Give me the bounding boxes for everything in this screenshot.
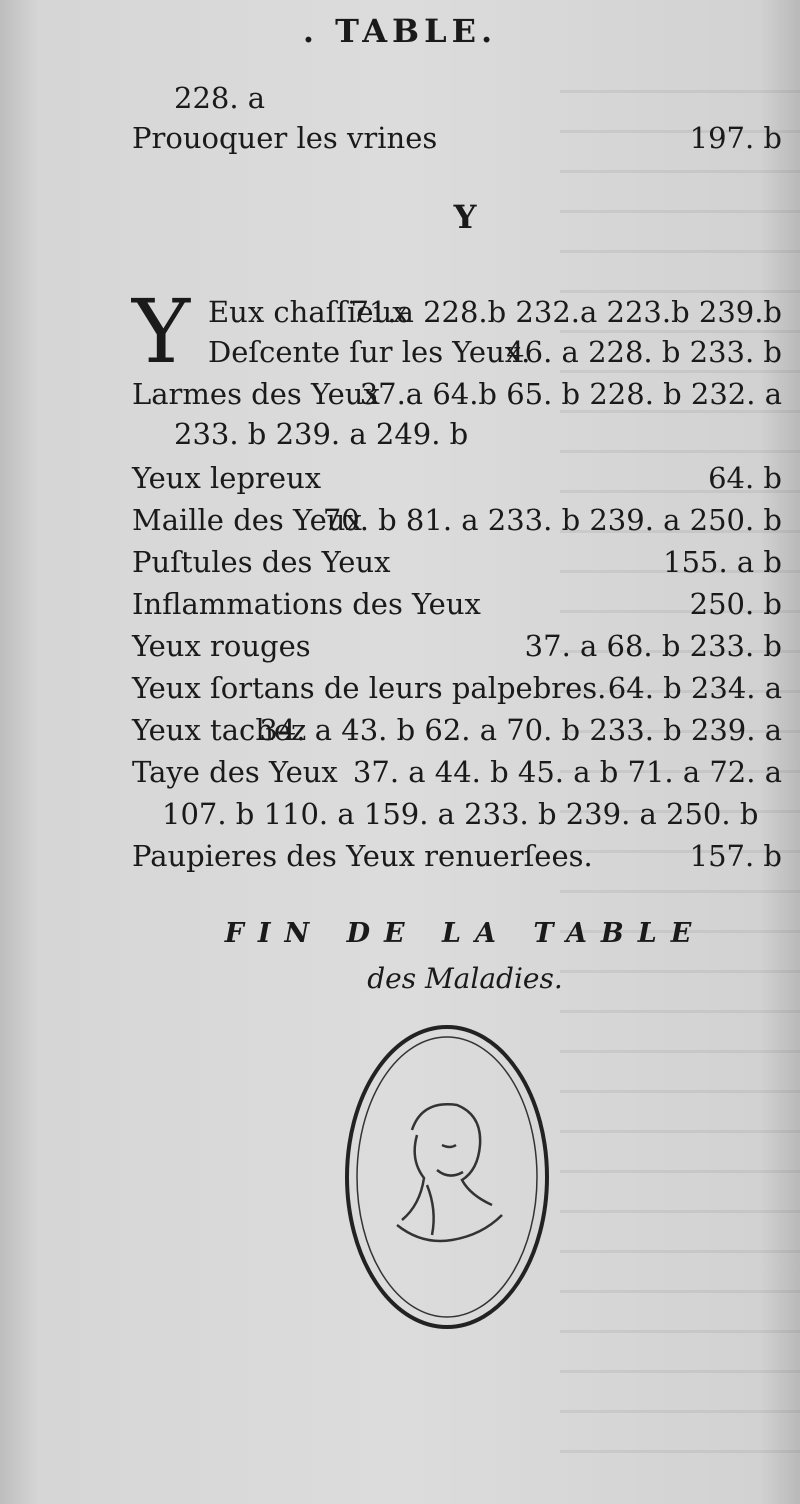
- entry-refs: 64. b: [708, 461, 782, 495]
- entry-refs: 37.a 64.b 65. b 228. b 232. a: [359, 377, 782, 411]
- entry-name: Maille des Yeux: [132, 503, 362, 537]
- entry-name: Paupieres des Yeux renuerſees.: [132, 839, 593, 873]
- index-entry: [132, 584, 782, 624]
- entry-refs: 157. b: [689, 839, 782, 873]
- entry-refs: 250. b: [689, 587, 782, 621]
- entry-name: Puſtules des Yeux: [132, 545, 391, 579]
- index-entry: [132, 668, 782, 708]
- entry-refs: 197. b: [689, 121, 782, 155]
- entry-name: Inflammations des Yeux: [132, 587, 481, 621]
- index-entry: [132, 374, 782, 414]
- index-entry: [132, 458, 782, 498]
- entry-name: Deſcente ſur les Yeux.: [208, 335, 531, 369]
- index-entry-continuation: [132, 794, 782, 834]
- entry-name: Taye des Yeux: [132, 755, 338, 789]
- entry-name: Yeux lepreux: [132, 461, 322, 495]
- entry-refs: 37. a 68. b 233. b: [524, 629, 782, 663]
- entry-refs: 155. a b: [663, 545, 782, 579]
- continuation-line: [132, 78, 782, 118]
- drop-cap: Y: [132, 280, 191, 383]
- index-entry: [132, 836, 782, 876]
- page-header: . TABLE.: [302, 12, 498, 50]
- continuation-ref: 228. a: [174, 81, 266, 115]
- entry-refs: 37. a 44. b 45. a b 71. a 72. a: [352, 755, 782, 789]
- entry-name: Yeux ſortans de leurs palpebres.: [132, 671, 607, 705]
- entry-refs: 233. b 239. a 249. b: [174, 417, 469, 451]
- closing-title: FIN DE LA TABLE: [224, 918, 706, 949]
- stamp-seal-icon: [342, 1020, 552, 1335]
- section-letter: Y: [453, 198, 477, 236]
- index-entry: [132, 118, 782, 158]
- index-entry: [132, 626, 782, 666]
- entry-name: Yeux tachez: [132, 713, 307, 747]
- index-entry: [132, 710, 782, 750]
- index-entry: [208, 332, 782, 372]
- library-stamp: [342, 1020, 552, 1335]
- index-entry: [208, 292, 782, 332]
- index-entry: [132, 752, 782, 792]
- entry-name: Prouoquer les vrines: [132, 121, 438, 155]
- entry-refs: 34. a 43. b 62. a 70. b 233. b 239. a: [259, 713, 782, 747]
- entry-refs: 64. b 234. a: [607, 671, 782, 705]
- entry-name: Larmes des Yeux: [132, 377, 380, 411]
- entry-refs: 46. a 228. b 233. b: [506, 335, 782, 369]
- entry-name: Yeux rouges: [132, 629, 311, 663]
- entry-refs: 70. b 81. a 233. b 239. a 250. b: [322, 503, 782, 537]
- entry-refs: 71.a 228.b 232.a 223.b 239.b: [350, 295, 782, 329]
- closing-subtitle: des Maladies.: [367, 962, 563, 995]
- index-entry-continuation: [132, 414, 782, 454]
- index-entry: [132, 542, 782, 582]
- index-entry: [132, 500, 782, 540]
- entry-name: Eux chaſſieux: [208, 295, 409, 329]
- entry-refs: 107. b 110. a 159. a 233. b 239. a 250. b: [162, 797, 759, 831]
- bust-portrait-icon: [397, 1104, 502, 1241]
